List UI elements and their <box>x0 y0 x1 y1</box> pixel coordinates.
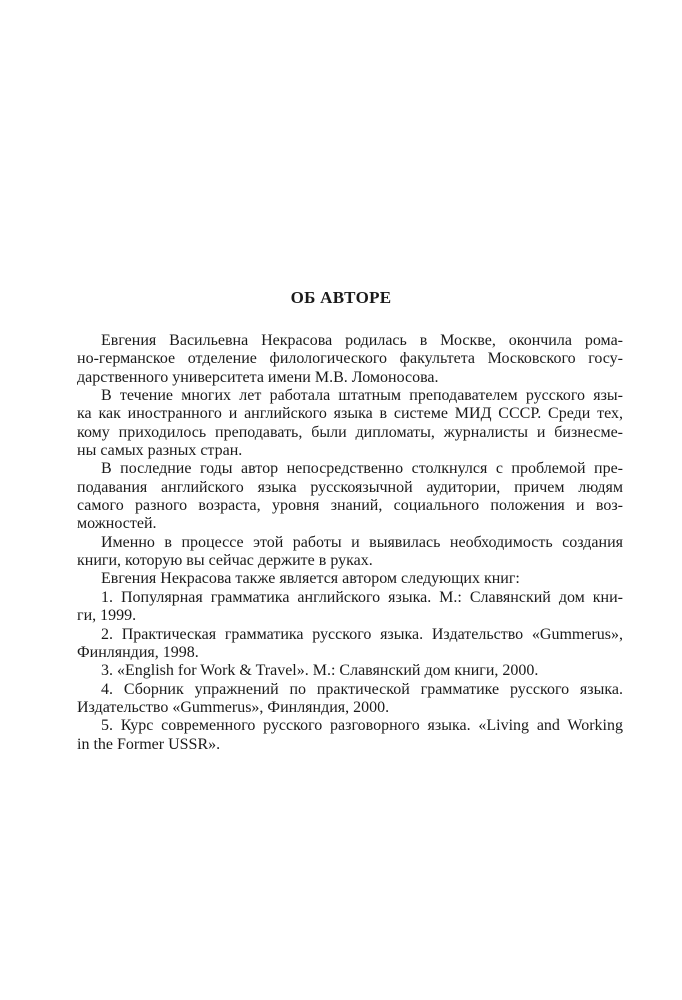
text-line: ги, 1999. <box>77 607 137 625</box>
page-title: ОБ АВТОРЕ <box>290 288 392 307</box>
text-line: Евгения Васильевна Некрасова родилась в Москве, окончила рома- <box>101 332 623 349</box>
text-line: дарственного университета имени М.В. Ломоносова. <box>77 368 439 386</box>
text-line: подавания английского языка русскоязычной аудитории, причем людям <box>77 478 623 496</box>
text-line: В последние годы автор непосредственно столкнулся с проблемой пре- <box>101 460 623 478</box>
text-line: 5. Курс современного русского разговорного языка. «Living and Working <box>101 717 623 735</box>
text-line: но-германское отделение филологического факультета Московского госу- <box>77 350 623 368</box>
text-line: 1. Популярная грамматика английского языка. М.: Славянский дом кни- <box>101 588 623 606</box>
text-line: in the Former USSR». <box>77 735 221 753</box>
text-line: Евгения Некрасова также является автором следующих книг: <box>101 570 520 588</box>
text-line: кому приходилось преподавать, были дипломаты, журналисты и бизнесме- <box>77 423 623 441</box>
text-line: книги, которую вы сейчас держите в руках. <box>77 552 373 570</box>
text-line: 2. Практическая грамматика русского языка. Издательство «Gummerus», <box>101 625 623 643</box>
text-line: можностей. <box>77 515 157 533</box>
text-line: Именно в процессе этой работы и выявилась необходимость создания <box>101 533 623 551</box>
text-line: Финляндия, 1998. <box>77 643 199 661</box>
text-line: ны самых разных стран. <box>77 442 243 460</box>
about-author-text <box>77 332 623 754</box>
text-line: В течение многих лет работала штатным преподавателем русского язы- <box>101 387 623 405</box>
text-line: ка как иностранного и английского языка в системе МИД СССР. Среди тех, <box>77 405 623 423</box>
text-line: 3. «English for Work & Travel». М.: Славянский дом книги, 2000. <box>101 662 539 680</box>
text-line: 4. Сборник упражнений по практической грамматике русского языка. <box>101 680 623 698</box>
text-line: Издательство «Gummerus», Финляндия, 2000. <box>77 698 390 716</box>
text-line: самого разного возраста, уровня знаний, социального положения и воз- <box>77 497 623 515</box>
